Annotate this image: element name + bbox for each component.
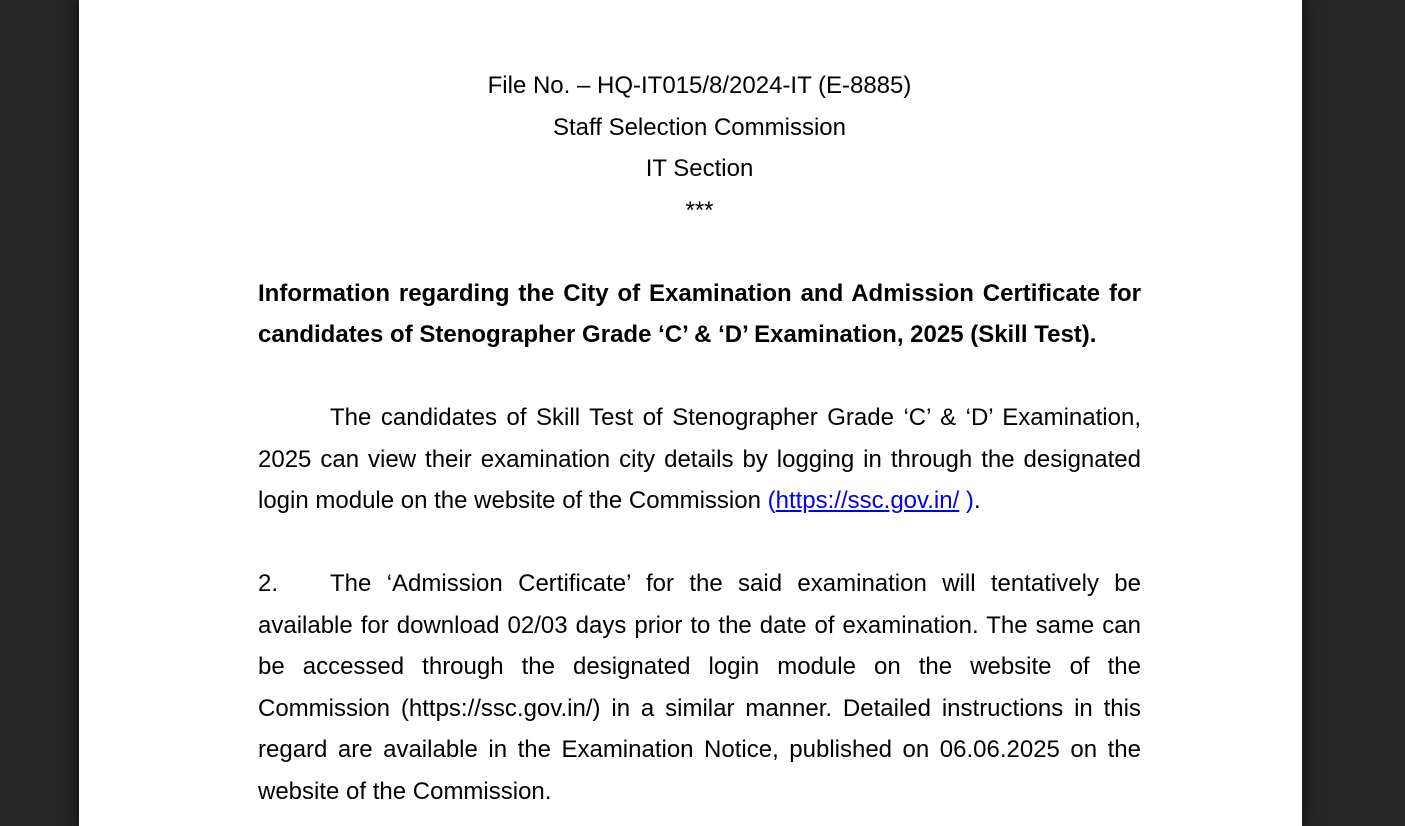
notice-title: Information regarding the City of Examination and Admission Certificate for candidates of Stenographer Grade ‘C’ & ‘D’ Examination, 2025 (Skill Test). [258, 279, 1141, 348]
document-content [258, 65, 1141, 812]
file-number-line: File No. – HQ-IT015/8/2024-IT (E-8885) [487, 72, 912, 99]
paragraph-1 [258, 397, 1141, 522]
paragraph-2 [258, 563, 1141, 812]
link-paren-close: ) [959, 487, 974, 514]
paragraph-1-period: . [973, 487, 981, 514]
document-page [79, 0, 1302, 826]
separator-line: *** [685, 196, 714, 224]
section-line: IT Section [645, 155, 754, 182]
paragraph-2-text: The ‘Admission Certificate’ for the said examination will tentatively be available for download 02/03 days prior to the date of examination. The same can be accessed through the designated login module on the website of the Commission (https://ssc.gov.in/) in a similar manner. Detailed instructions in this regard are available in the Examination Notice, published on 06.06.2025 on the website of the Commission. [258, 570, 1141, 805]
document-header [258, 65, 1141, 231]
organization-line: Staff Selection Commission [552, 113, 846, 141]
paragraph-2-number: 2. [258, 570, 279, 597]
ssc-website-link[interactable]: https://ssc.gov.in/ [775, 487, 960, 514]
link-paren-open: ( [767, 487, 776, 514]
paragraph-1-text: The candidates of Skill Test of Stenographer Grade ‘C’ & ‘D’ Examination, 2025 can view their examination city details by logging in through the designated login module on the website of the Commission [258, 404, 1141, 514]
